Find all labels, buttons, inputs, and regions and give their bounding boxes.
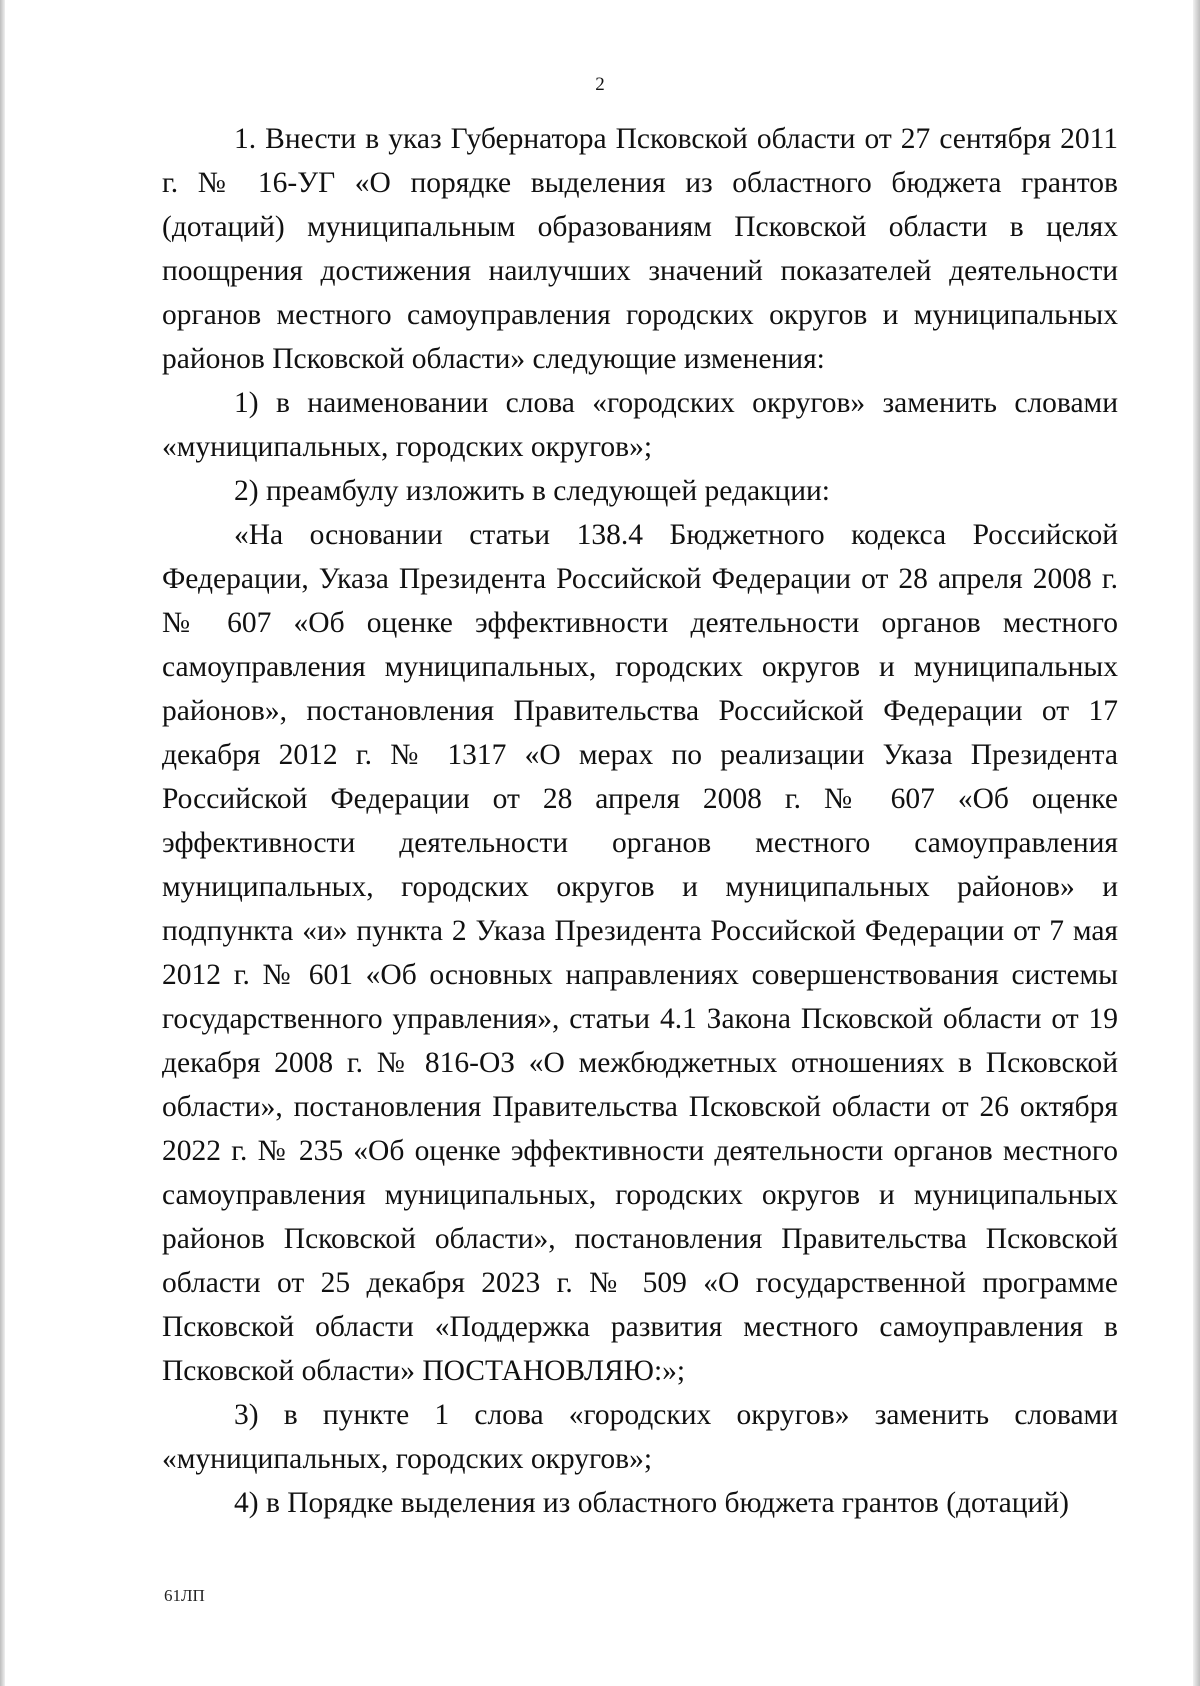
paragraph-5: 3) в пункте 1 слова «городских округов» заменить словами «муниципальных, городских округов»; [162, 1399, 1118, 1475]
page-number: 2 [595, 74, 605, 95]
paragraph-1: 1. Внести в указ Губернатора Псковской области от 27 сентября 2011 г. № 16-УГ «О порядке выделения из областного бюджета грантов (дотаций) муниципальным образованиям Псковской области в целях поощрения достижения наилучших значений показателей деятельности органов местного самоуправления городских округов и муниципальных районов Псковской области» следующие изменения: [162, 123, 1118, 375]
scan-edge-right [1193, 0, 1200, 1686]
paragraph-4: «На основании статьи 138.4 Бюджетного кодекса Российской Федерации, Указа Президента Российской Федерации от 28 апреля 2008 г. № 607 «Об оценке эффективности деятельности органов местного самоуправления муниципальных, городских округов и муниципальных районов», постановления Правительства Российской Федерации от 17 декабря 2012 г. № 1317 «О мерах по реализации Указа Президента Российской Федерации от 28 апреля 2008 г. № 607 «Об оценке эффективности деятельности органов местного самоуправления муниципальных, городских округов и муниципальных районов» и подпункта «и» пункта 2 Указа Президента Российской Федерации от 7 мая 2012 г. № 601 «Об основных направлениях совершенствования системы государственного управления», статьи 4.1 Закона Псковской области от 19 декабря 2008 г. № 816-ОЗ «О межбюджетных отношениях в Псковской области», постановления Правительства Псковской области от 26 октября 2022 г. № 235 «Об оценке эффективности деятельности органов местного самоуправления муниципальных, городских округов и муниципальных районов Псковской области», постановления Правительства Псковской области от 25 декабря 2023 г. № 509 «О государственной программе Псковской области «Поддержка развития местного самоуправления в Псковской области» ПОСТАНОВЛЯЮ:»; [162, 519, 1118, 1387]
scan-edge-left [0, 0, 5, 1686]
paragraph-2: 1) в наименовании слова «городских округов» заменить словами «муниципальных, городских округов»; [162, 387, 1118, 463]
document-body [162, 117, 1118, 1525]
paragraph-6: 4) в Порядке выделения из областного бюджета грантов (дотаций) [234, 1487, 1069, 1519]
footer-code: 61ЛП [164, 1586, 205, 1605]
paragraph-3: 2) преамбулу изложить в следующей редакции: [234, 475, 830, 507]
